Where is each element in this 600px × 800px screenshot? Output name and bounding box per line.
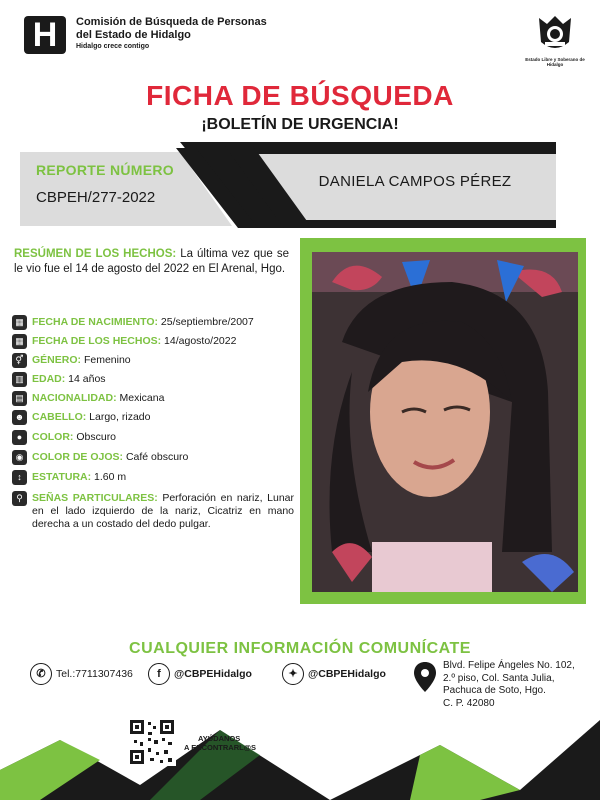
age-icon: ▥ [12, 372, 27, 387]
address-line: Blvd. Felipe Ángeles No. 102, [443, 660, 575, 671]
detail-label: ESTATURA: [32, 471, 92, 483]
detail-label: SEÑAS PARTICULARES: [32, 492, 158, 504]
report-number-label: REPORTE NÚMERO [36, 162, 174, 178]
detail-label: COLOR DE OJOS: [32, 451, 124, 463]
gender-icon: ⚥ [12, 353, 27, 368]
detail-value: 14 años [68, 373, 106, 385]
summary-of-facts [14, 247, 289, 277]
calendar-icon: ▦ [12, 315, 27, 330]
state-seal-icon [533, 12, 577, 56]
help-line: AYÚDANOS [198, 734, 241, 743]
address-line: Pachuca de Soto, Hgo. [443, 685, 546, 696]
missing-person-name: DANIELA CAMPOS PÉREZ [318, 173, 512, 190]
location-pin-icon [414, 662, 436, 692]
detail-value: Largo, rizado [89, 411, 151, 423]
detail-value: 1.60 m [94, 471, 127, 483]
summary-label: RESÚMEN DE LOS HECHOS: [14, 248, 177, 260]
summary-text: La última vez que se le vio fue el 14 de agosto del 2022 en El Arenal, Hgo. [14, 248, 289, 275]
detail-value: Café obscuro [125, 451, 189, 463]
twitter-icon: ✦ [282, 663, 304, 685]
detail-label: GÉNERO: [32, 354, 82, 366]
detail-label: NACIONALIDAD: [32, 392, 117, 404]
address-line: C. P. 42080 [443, 697, 495, 709]
detail-value: 25/septiembre/2007 [160, 316, 254, 328]
seal-caption: Estado Libre y Soberano de Hidalgo [525, 57, 585, 67]
commission-logo: H [24, 16, 66, 54]
contact-heading: CUALQUIER INFORMACIÓN COMUNÍCATE [129, 640, 471, 657]
detail-label: FECHA DE NACIMIENTO: [32, 316, 158, 328]
urgency-subtitle: ¡BOLETÍN DE URGENCIA! [201, 116, 399, 133]
report-number: CBPEH/277-2022 [36, 189, 156, 206]
help-us-text [184, 734, 264, 752]
hair-icon: ☻ [12, 410, 27, 425]
detail-value: 14/agosto/2022 [164, 335, 237, 347]
address-line: 2.º piso, Col. Santa Julia, [443, 672, 555, 684]
calendar-icon: ▦ [12, 334, 27, 349]
help-line: A ENCONTRARL@S [184, 743, 257, 752]
detail-value: Perforación en nariz, Lunar en el lado izquierdo de la nariz, Cicatriz en mano derecha a un costado del dedo pulgar. [32, 492, 294, 530]
organization-tagline: Hidalgo crece contigo [76, 43, 150, 50]
magnifier-icon: ⚲ [12, 491, 27, 506]
facebook-icon: f [148, 663, 170, 685]
eye-icon: ◉ [12, 450, 27, 465]
skin-icon: ● [12, 430, 27, 445]
detail-value: Obscuro [76, 431, 117, 443]
qr-code[interactable] [128, 718, 176, 766]
detail-label: CABELLO: [32, 411, 87, 423]
footer-decoration [0, 697, 600, 800]
missing-person-photo [312, 252, 578, 592]
id-card-icon: ▤ [12, 391, 27, 406]
organization-name: Comisión de Búsqueda de Personas del Estado de Hidalgo [76, 16, 267, 41]
page-title: FICHA DE BÚSQUEDA [146, 80, 454, 111]
phone-number[interactable]: Tel.:7711307436 [56, 668, 133, 680]
phone-icon: ✆ [30, 663, 52, 685]
detail-value: Mexicana [119, 392, 165, 404]
detail-label: COLOR: [32, 431, 74, 443]
height-icon: ↕ [12, 470, 27, 485]
twitter-handle[interactable]: @CBPEHidalgo [308, 668, 386, 680]
detail-value: Femenino [83, 354, 131, 366]
detail-label: EDAD: [32, 373, 66, 385]
facebook-handle[interactable]: @CBPEHidalgo [174, 668, 252, 680]
detail-label: FECHA DE LOS HECHOS: [32, 335, 162, 347]
